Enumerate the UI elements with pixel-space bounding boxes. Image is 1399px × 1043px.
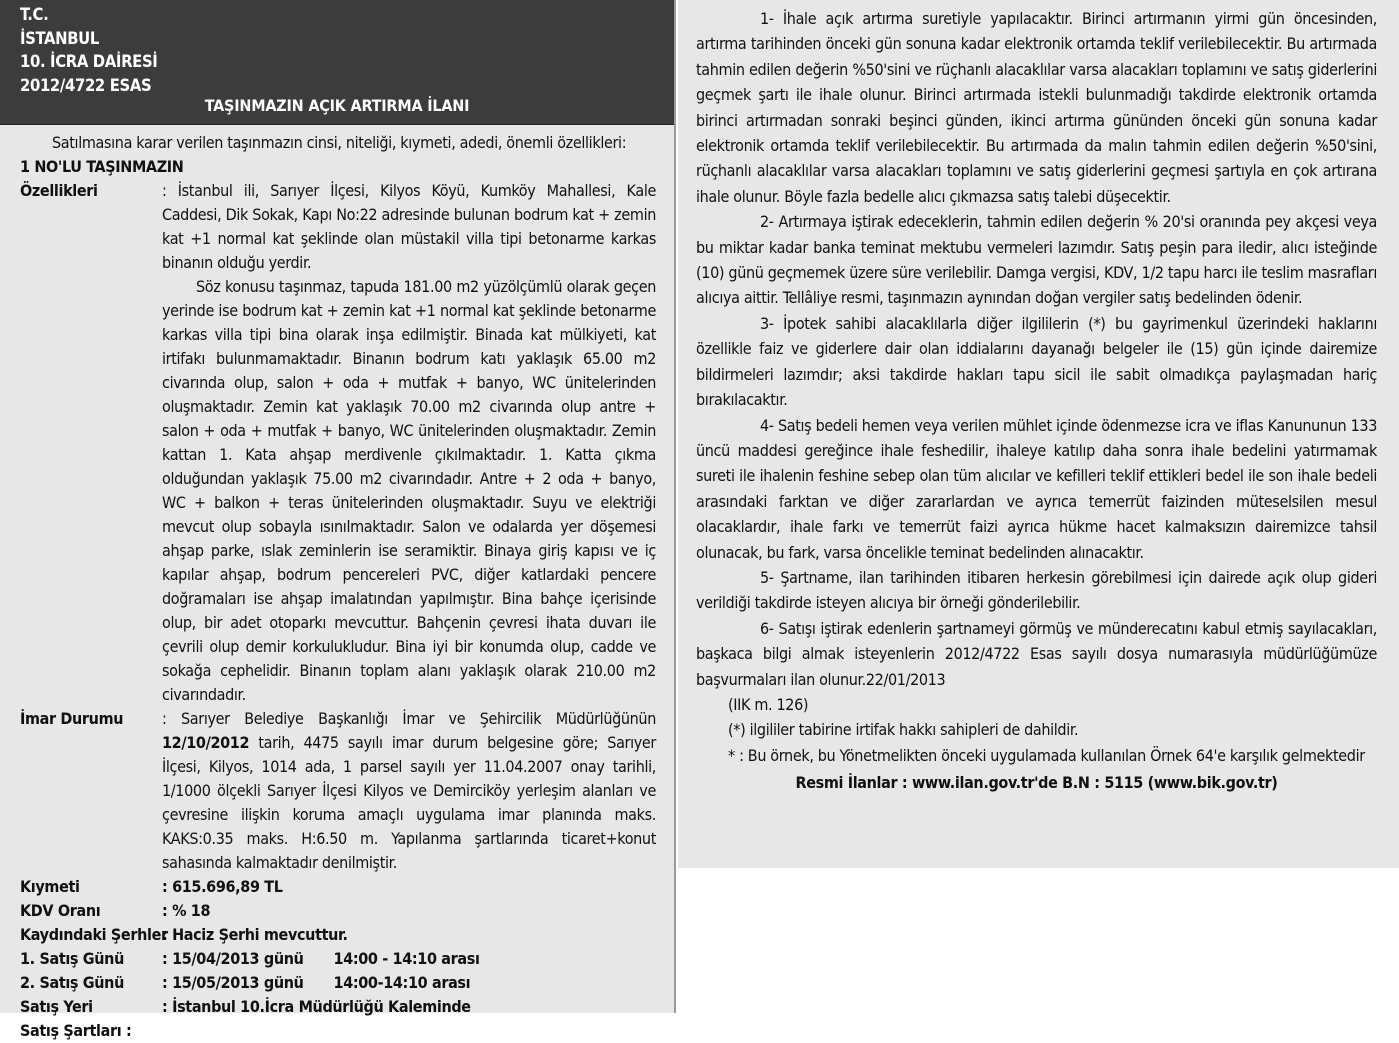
ozellikleri-value [162, 179, 656, 707]
publication-footer: Resmi İlanlar : www.ilan.gov.tr'de B.N : 5115 (www.bik.gov.tr) [795, 773, 1278, 793]
heading-court: 10. İCRA DAİRESİ [20, 52, 158, 71]
serhler-label: Kaydındaki Şerhler [20, 925, 168, 944]
intro-text: Satılmasına karar verilen taşınmazın cinsi, niteliği, kıymeti, adedi, önemli özellikleri: [52, 133, 627, 152]
satis2-value [162, 971, 656, 995]
imar-date: 12/10/2012 [162, 733, 250, 752]
ozellikleri-label: Özellikleri [20, 181, 98, 200]
kiymeti-value: : 615.696,89 TL [162, 877, 283, 896]
satis2-label: 2. Satış Günü [20, 973, 124, 992]
property-details [0, 125, 674, 1043]
ozellikleri-paragraph-2: Söz konusu taşınmaz, tapuda 181.00 m2 yüzölçümlü olarak geçen yerinde ise bodrum kat + zemin kat +1 normal kat şeklinde betonarme karkas villa tipi bina olarak inşa edilmiştir. Binada kat mülkiyeti, kat irtifakı bulunmamaktadır. Binanın bodrum katı yaklaşık 65.00 m2 civarında olup, salon + oda + mutfak + banyo, WC ünitelerinden oluşmaktadır. Zemin kat yaklaşık 70.00 m2 civarında olup antre + salon + oda + mutfak + banyo, WC ünitelerinden oluşmaktadır. Zemin kattan 1. Kata ahşap merdivenle çıkılmaktadır. 1. Katta çıkma olduğundan yaklaşık 75.00 m2 civarındadır. Antre + 2 oda + banyo, WC + balkon + teras ünitelerinden oluşmaktadır. Suyu ve elektriği mevcut olup sobayla ısınılmaktadır. Salon ve odalarda yer döşemesi ahşap parke, ıslak zeminlerin ise seramiktir. Binaya giriş kapısı ve iç kapılar ahşap, bodrum pencereleri PVC, diğer katlardaki pencere doğramaları ise ahşap imalatından yapılmıştır. Bina bahçe içerisinde olup, bir adet otoparkı mevcuttur. Bahçenin çevresi ihata duvarı ile çevrili olup demir korkulukludur. Bina iyi bir konumda olup, cadde ve sokağa cephelidir. Binanın toplam alanı yaklaşık olarak 210.00 m2 civarındadır. [162, 277, 656, 704]
serhler-row [20, 923, 656, 947]
satis1-row [20, 947, 656, 971]
serhler-value: : Haciz Şerhi mevcuttur. [162, 925, 348, 944]
yeri-row [20, 995, 656, 1019]
heading-city: İSTANBUL [20, 28, 99, 48]
sale-conditions [678, 0, 1399, 796]
satis2-date: : 15/05/2013 günü [162, 973, 304, 992]
footnote-2: * : Bu örnek, bu Yönetmelikten önceki uygulamada kullanılan Örnek 64'e karşılık gelmektedir [728, 745, 1365, 765]
sartlari-row [20, 1019, 656, 1043]
condition-3: 3- İpotek sahibi alacaklılarla diğer ilgililerin (*) bu gayrimenkul üzerindeki haklarını özellikle faiz ve giderlere dair olan iddialarını dayanağı belgeler ile (15) gün içinde dairemize bildirmeleri lazımdır; aksi takdirde hakları tapu sicil ile sabit olmadıkça paylaşmadan hariç bırakılacaktır. [696, 313, 1377, 410]
satis1-value [162, 947, 656, 971]
condition-4: 4- Satış bedeli hemen veya verilen mühlet içinde ödenmezse icra ve iflas Kanununun 133 üncü maddesi gereğince ihale feshedilir, ihaleye katılıp daha sonra ihale bedelini yatırmamak sureti ile ihalenin feshine sebep olan tüm alıcılar ve kefilleri teklif ettikleri bedel ile son ihale bedeli arasındaki farktan ve diğer zararlardan ve ayrıca temerrüt faizinden müteselsilen mesul olacaklardır, ihale farkı ve temerrüt faizi ayrıca hükme hacet kalmaksızın dairemizce tahsil olunacak, bu fark, varsa öncelikle teminat bedelinden alınacaktır. [696, 415, 1377, 562]
header-band [0, 0, 674, 125]
left-column [0, 0, 676, 1040]
kiymeti-row [20, 875, 656, 899]
condition-5: 5- Şartname, ilan tarihinden itibaren herkesin görebilmesi için dairede açık olup gideri verildiği takdirde isteyen alıcıya bir örneği gönderilebilir. [696, 567, 1377, 613]
satis2-time: 14:00-14:10 arası [333, 973, 471, 992]
condition-2: 2- Artırmaya iştirak edeceklerin, tahmin edilen değerin % 20'si oranında pey akçesi veya bu miktar kadar banka teminat mektubu vermeleri lazımdır. Satış peşin para iledir, alıcı isteğinde (10) günü geçmemek üzere süre verilebilir. Damga vergisi, KDV, 1/2 tapu harcı ile teslim masrafları alıcıya aittir. Tellâliye resmi, taşınmazın aynından doğan vergiler satış bedelinden ödenir. [696, 212, 1377, 308]
kdv-value: : % 18 [162, 901, 211, 920]
condition-6: 6- Satışı iştirak edenlerin şartnameyi görmüş ve münderecatını kabul etmiş sayılacakları, başkaca bilgi almak isteyenlerin 2012/4722 Esas sayılı dosya numarasıyla müdürlüğümüze başvurmaları ilan olunur.22/01/2013 [696, 618, 1377, 689]
iik-reference: (IIK m. 126) [728, 694, 809, 714]
yeri-label: Satış Yeri [20, 997, 93, 1016]
yeri-value: : İstanbul 10.İcra Müdürlüğü Kaleminde [162, 997, 471, 1016]
notice-title: TAŞINMAZIN AÇIK ARTIRMA İLANI [204, 96, 470, 115]
kdv-label: KDV Oranı [20, 901, 101, 920]
satis1-label: 1. Satış Günü [20, 949, 124, 968]
right-column [678, 0, 1399, 868]
satis2-row [20, 971, 656, 995]
ozellikleri-paragraph-1: : İstanbul ili, Sarıyer İlçesi, Kilyos Köyü, Kumköy Mahallesi, Kale Caddesi, Dik Sokak, Kapı No:22 adresinde bulunan bodrum kat + zemin kat +1 normal kat şeklinde olan müstakil villa tipi betonarme karkas binanın olduğu yerdir. [162, 181, 656, 272]
imar-text-end: tarih, 4475 sayılı imar durum belgesine göre; Sarıyer İlçesi, Kilyos, 1014 ada, 1 parsel sayılı yer 11.04.2007 onay tarihli, 1/1000 ölçekli Sarıyer İlçesi Kilyos ve Demirciköy yerleşim alanları ve çevresine ilişkin koruma amaçlı uygulama imar planında maks. KAKS:0.35 maks. H:6.50 m. Yapılanma şartlarında ticaret+konut sahasında kalmaktadır denilmiştir. [162, 733, 656, 872]
kiymeti-label: Kıymeti [20, 877, 80, 896]
sartlari-label: Satış Şartları : [20, 1021, 132, 1040]
imar-row [20, 707, 656, 875]
court-heading [20, 3, 157, 97]
kdv-row [20, 899, 656, 923]
condition-1: 1- İhale açık artırma suretiyle yapılacaktır. Birinci artırmanın yirmi gün öncesinden, artırma tarihinden önceki gün sonuna kadar elektronik ortamda teklif verilebilecektir. Bu artırmada tahmin edilen değerin %50'sini ve rüçhanlı alacaklılar varsa alacakları toplamını ve satış giderlerini geçmek şartı ile ihale olunur. Birinci artırmada istekli bulunmadığı takdirde elektronik ortamda birinci artırmadan sonraki beşinci günden, ikinci artırma gününden önceki gün sonuna kadar elektronik ortamda teklif verilebilecektir. Bu artırmada da malın tahmin edilen değerin %50'sini, rüçhanlı alacaklılar varsa alacakları toplamını ve satış giderlerini geçmesi şartıyla en çok artırana ihale olunur. Böyle fazla bedelle alıcı çıkmazsa satış talebi düşecektir. [696, 9, 1377, 206]
heading-case-number: 2012/4722 ESAS [20, 75, 152, 95]
imar-label: İmar Durumu [20, 709, 124, 728]
satis1-time: 14:00 - 14:10 arası [333, 949, 480, 968]
imar-text-start: : Sarıyer Belediye Başkanlığı İmar ve Şehircilik Müdürlüğünün [162, 709, 656, 728]
ozellikleri-row [20, 179, 656, 707]
satis1-date: : 15/04/2013 günü [162, 949, 304, 968]
imar-value [162, 707, 656, 875]
property-title: 1 NO'LU TAŞINMAZIN [20, 157, 184, 176]
footnote-1: (*) ilgililer tabirine irtifak hakkı sahipleri de dahildir. [728, 720, 1079, 740]
heading-tc: T.C. [20, 5, 49, 24]
